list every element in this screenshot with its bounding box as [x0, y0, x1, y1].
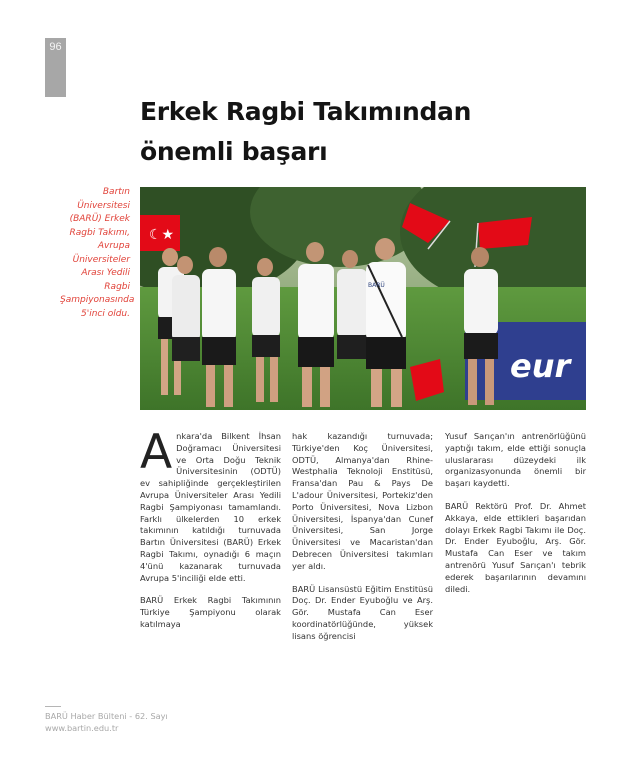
article-column-1	[140, 425, 281, 642]
team-photo	[140, 187, 586, 410]
article-paragraph: hak kazandığı turnuvada; Türkiye'den Koç Üniversitesi, ODTÜ, Almanya'dan Rhine-Westphalia Teknoloji Enstitüsü, Fransa'dan Pau & Pays De L'adour Üniversitesi, Portekiz'den Porto Üniversitesi, Nova Lizbon Üniversitesi, İspanya'dan Cunef Üniversitesi, San Jorge Üniversitesi ve Macaristan'dan Debrecen Üniversitesi takımları yer aldı.	[292, 431, 433, 571]
drop-cap: A	[140, 425, 173, 480]
banner-text: eur	[510, 347, 571, 385]
page-number-tab	[45, 38, 66, 97]
article-column-3	[445, 431, 586, 606]
footer-publication: BARÜ Haber Bülteni - 62. Sayı	[45, 711, 168, 721]
shirt-print: BARÜ	[368, 282, 385, 289]
flag-left	[140, 215, 180, 251]
paragraph-text: nkara'da Bilkent İhsan Doğramacı Üniversitesi ve Orta Doğu Teknik Üniversitesinin (ODTÜ) ev sahipliğinde gerçekleştirilen Avrupa Üniversiteler Arası Yedili Ragbi Şampiyonası tamamlandı. Farklı ülkelerden 10 erkek takımının katıldığı turnuvada Bartın Üniversitesi (BARÜ) Erkek Ragbi Takımı, oynadığı 6 maçın 4'ünü kazanarak turnuvada Avrupa 5'inciliği elde etti.	[140, 431, 281, 583]
footer-divider	[45, 706, 61, 707]
page-number: 96	[49, 41, 62, 53]
article-paragraph	[140, 425, 281, 584]
footer-website[interactable]: www.bartin.edu.tr	[45, 723, 119, 733]
article-paragraph: BARÜ Rektörü Prof. Dr. Ahmet Akkaya, elde ettikleri başarıdan dolayı Erkek Ragbi Takımı ile Doç. Dr. Ender Eyuboğlu, Arş. Gör. Mustafa Can Eser ve takım antrenörü Yusuf Sarıçan'ı tebrik ederek başarılarının devamını diledi.	[445, 500, 586, 594]
article-paragraph: BARÜ Erkek Ragbi Takımının Türkiye Şampiyonu olarak katılmaya	[140, 595, 281, 629]
article-paragraph: BARÜ Lisansüstü Eğitim Enstitüsü Doç. Dr. Ender Eyuboğlu ve Arş. Gör. Mustafa Can Eser koordinatörlüğünde, yüksek lisans öğrencisi	[292, 583, 433, 641]
article-column-2	[292, 431, 433, 654]
photo-caption: Bartın Üniversitesi (BARÜ) Erkek Ragbi Takımı, Avrupa Üniversiteler Arası Yedili Ragbi Şampiyonasında 5'inci oldu.	[60, 187, 135, 319]
article-paragraph: Yusuf Sarıçan'ın antrenörlüğünü yaptığı takım, elde ettiği sonuçla uluslararası düzeydeki ilk organizasyonunda önemli bir başarı kaydetti.	[445, 431, 586, 489]
flag-left-symbol: ☾★	[149, 227, 175, 243]
article-title: Erkek Ragbi Takımından önemli başarı	[140, 97, 472, 166]
